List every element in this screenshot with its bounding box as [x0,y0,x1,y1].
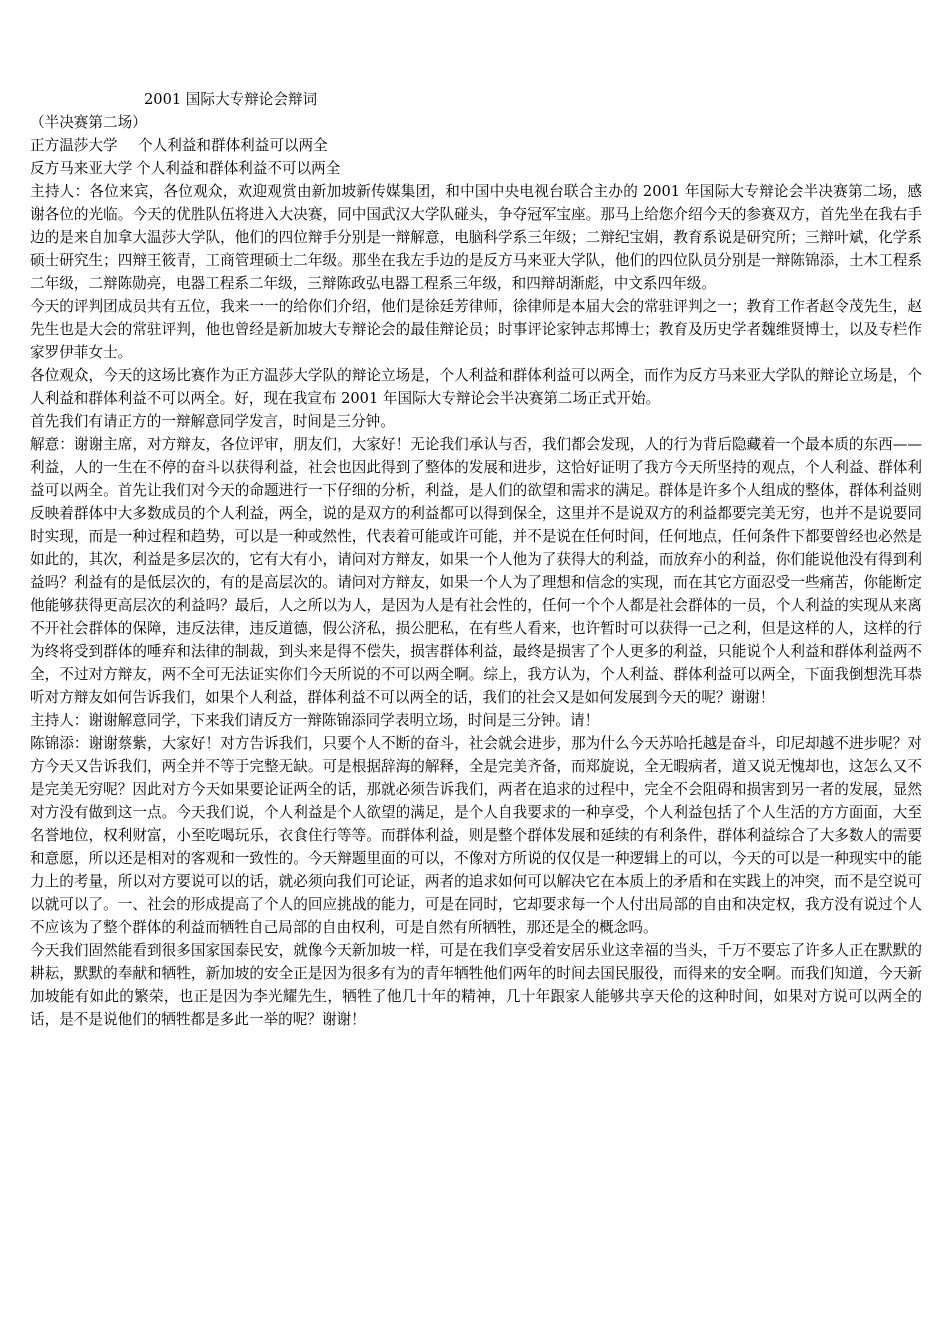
affirmative-team-name: 正方温莎大学 [30,137,118,154]
first-speaker-invitation-paragraph: 首先我们有请正方的一辩解意同学发言，时间是三分钟。 [30,413,395,430]
judges-introduction-paragraph: 今天的评判团成员共有五位，我来一一的给你们介绍，他们是徐廷芳律师，徐律师是本届大会的常驻评判之一；教育工作者赵令茂先生，赵先生也是大会的常驻评判，他也曾经是新加坡大专辩论会的最佳辩论员；时事评论家钟志邦博士；教育及历史学者魏维贤博士，以及专栏作家罗伊菲女士。 [30,298,922,361]
round-label: （半决赛第二场） [30,114,147,131]
positions-announcement-paragraph: 各位观众，今天的这场比赛作为正方温莎大学队的辩论立场是，个人利益和群体利益可以两全，而作为反方马来亚大学队的辩论立场是，个人利益和群体利益不可以两全。好，现在我宣布 2001 年国际大专辩论会半决赛第二场正式开始。 [30,367,922,407]
negative-team-line [30,157,922,180]
negative-team-name: 反方马来亚大学 [30,160,133,177]
negative-first-speech-paragraph: 陈锦添：谢谢蔡紫，大家好！对方告诉我们，只要个人不断的奋斗，社会就会进步，那为什么今天苏哈托越是奋斗，印尼却越不进步呢？对方今天又告诉我们，两全并不等于完整无缺。可是根据辞海的解释，全是完美齐备，而郑旋说，全无暇病者，道又说无愧却也，这怎么又不是完美无穷呢？因此对方今天如果要论证两全的话，那就必须告诉我们，两者在追求的过程中，完全不会阻碍和损害到另一者的发展，显然对方没有做到这一点。今天我们说，个人利益是个人欲望的满足，是个人自我要求的一种享受，个人利益包括了个人生活的方方面面，大至名誉地位，权利财富，小至吃喝玩乐，衣食住行等等。而群体利益，则是整个群体发展和延续的有利条件，群体利益综合了大多数人的需要和意愿，所以还是相对的客观和一致性的。今天辩题里面的可以，不像对方所说的仅仅是一种逻辑上的可以，今天的可以是一种现实中的能力上的考量，所以对方要说可以的话，就必须向我们可论证，两者的追求如何可以解决它在本质上的矛盾和在实践上的冲突，而不是空说可以就可以了。一、社会的形成提高了个人的回应挑战的能力，可是在同时，它却要求每一个人付出局部的自由和决定权，我方没有说过个人不应该为了整个群体的利益而牺牲自己局部的自由权利，可是自然有所牺牲，那还是全的概念吗。 [30,735,922,936]
negative-first-speech-conclusion-paragraph: 今天我们固然能看到很多国家国泰民安，就像今天新加坡一样，可是在我们享受着安居乐业这幸福的当头，千万不要忘了许多人正在默默的耕耘，默默的奉献和牺牲，新加坡的安全正是因为很多有为的青年牺牲他们两年的时间去国民服役，而得来的安全啊。而我们知道，今天新加坡能有如此的繁荣，也正是因为李光耀先生，牺牲了他几十年的精神，几十年跟家人能够共享天伦的这种时间，如果对方说可以两全的话，是不是说他们的牺牲都是多此一举的呢？谢谢！ [30,942,922,1028]
affirmative-team-line [30,134,922,157]
document-body [30,88,922,1031]
affirmative-team-position: 个人利益和群体利益可以两全 [138,137,328,154]
host-opening-paragraph: 主持人：各位来宾，各位观众，欢迎观赏由新加坡新传媒集团，和中国中央电视台联合主办的 2001 年国际大专辩论会半决赛第二场，感谢各位的光临。今天的优胜队伍将进入大决赛，同中国武汉大学队碰头，争夺冠军宝座。那马上给您介绍今天的参赛双方，首先坐在我右手边的是来自加拿大温莎大学队，他们的四位辩手分别是一辩解意，电脑科学系三年级；二辩纪宝娟，教育系说是研究所；三辩叶斌，化学系硕士研究生；四辩王筱青，工商管理硕士二年级。那坐在我左手边的是反方马来亚大学队，他们的四位队员分别是一辩陈锦添，土木工程系二年级，二辩陈勋亮，电器工程系二年级，三辩陈政弘电器工程系三年级，和四辩胡渐彪，中文系四年级。 [30,183,922,292]
affirmative-first-speech-paragraph: 解意：谢谢主席，对方辩友，各位评审，朋友们，大家好！无论我们承认与否，我们都会发现，人的行为背后隐藏着一个最本质的东西——利益，人的一生在不停的奋斗以获得利益，社会也因此得到了整体的发展和进步，这恰好证明了我方今天所坚持的观点，个人利益、群体利益可以两全。首先让我们对今天的命题进行一下仔细的分析，利益，是人们的欲望和需求的满足。群体是许多个人组成的整体，群体利益则反映着群体中大多数成员的个人利益，两全，说的是双方的利益都可以得到保全，这里并不是说双方的利益都要完美无穷，也并不是说要同时实现，而是一种过程和趋势，可以是一种或然性，代表着可能或许可能，并不是说在任何时间，任何地点，任何条件下都要曾经也必然是如此的，其次，利益是多层次的，它有大有小，请问对方辩友，如果一个人他为了获得大的利益，而放弃小的利益，你们能说他没有得到利益吗？利益有的是低层次的，有的是高层次的。请问对方辩友，如果一个人为了理想和信念的实现，而在其它方面忍受一些痛苦，你能断定他能够获得更高层次的利益吗？最后，人之所以为人，是因为人是有社会性的，任何一个个人都是社会群体的一员，个人利益的实现从来离不开社会群体的保障，违反法律，违反道德，假公济私，损公肥私，在有些人看来，也许暂时可以获得一己之利，但是这样的人，这样的行为终将受到群体的唾弃和法律的制裁，到头来是得不偿失，损害群体利益，最终是损害了个人更多的利益，只能说个人利益和群体利益两不全，不过对方辩友，两不全可无法证实你们今天所说的不可以两全啊。综上，我方认为，个人利益、群体利益可以两全，下面我倒想洗耳恭听对方辩友如何告诉我们，如果个人利益，群体利益不可以两全的话，我们的社会又是如何发展到今天的呢？谢谢！ [30,436,922,706]
negative-team-position: 个人利益和群体利益不可以两全 [136,160,341,177]
document-title: 2001 国际大专辩论会辩词 [144,91,318,108]
host-transition-paragraph: 主持人：谢谢解意同学，下来我们请反方一辩陈锦添同学表明立场，时间是三分钟。请！ [30,712,600,729]
